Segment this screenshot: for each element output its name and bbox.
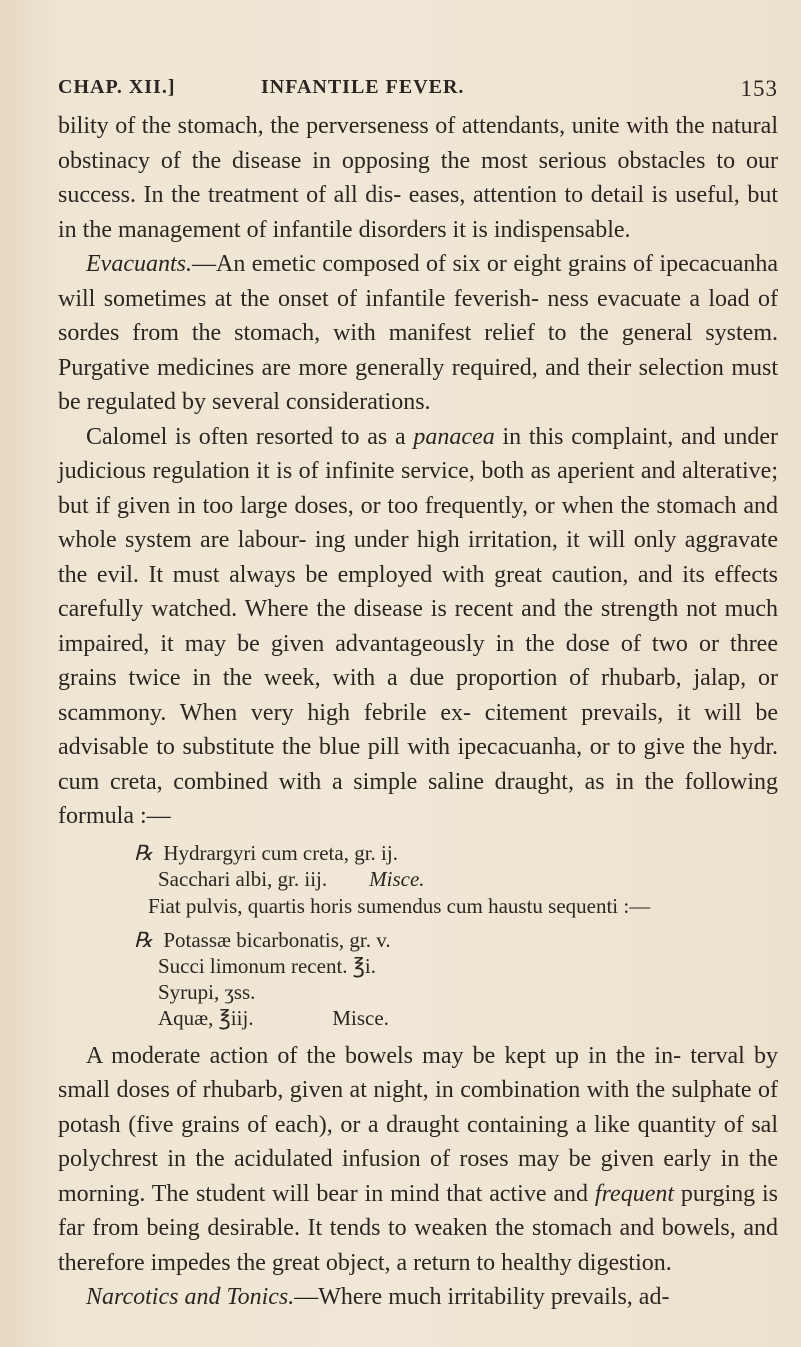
section-heading-evacuants: Evacuants. xyxy=(86,251,192,277)
prescription-1-line-2: Sacchari albi, gr. iij. Misce. xyxy=(158,866,425,891)
running-header xyxy=(58,76,778,106)
chapter-label: CHAP. XII.] xyxy=(58,76,176,98)
chapter-title: INFANTILE FEVER. xyxy=(261,76,465,98)
prescription-2-line-2: Succi limonum recent. ℥i. xyxy=(158,953,376,978)
paragraph-evacuants-text: —An emetic composed of six or eight grains of ipecacuanha will sometimes at the onset of infantile feverish- ness evacuate a load of sordes from the stomach, with manifest relief to the general system. Purgative medicines are more generally required, and their selection must be regulated by several considerations. xyxy=(58,251,778,415)
misce-instruction: Misce. xyxy=(369,866,425,891)
prescription-2-line-3: Syrupi, ʒss. xyxy=(158,979,256,1004)
paragraph-calomel-start: Calomel is often resorted to as a xyxy=(86,423,414,450)
paragraph-calomel-italic: panacea xyxy=(413,423,495,450)
prescription-formulas xyxy=(58,840,778,1031)
page-number: 153 xyxy=(740,76,778,101)
paragraph-narcotics xyxy=(58,1280,778,1315)
prescription-2-line-4: Aquæ, ℥iij. Misce. xyxy=(158,1005,389,1030)
paragraph-bowels-end: purging is far from being desirable. It tends to weaken the stomach and bowels, and therefore impedes the great object, a return to healthy digestion. xyxy=(58,1180,779,1276)
paragraph-evacuants xyxy=(58,247,778,420)
misce-instruction: Misce. xyxy=(332,1005,389,1030)
prescription-2 xyxy=(58,927,778,1031)
section-heading-narcotics: Narcotics and Tonics. xyxy=(86,1284,295,1310)
prescription-1 xyxy=(58,840,778,892)
paragraph-narcotics-text: —Where much irritability prevails, ad- xyxy=(294,1284,670,1310)
paragraph-calomel xyxy=(58,420,778,834)
fiat-instruction: Fiat pulvis, quartis horis sumendus cum haustu sequenti :— xyxy=(148,893,651,918)
recipe-symbol: ℞ xyxy=(134,927,153,952)
paragraph-bowels-italic: frequent xyxy=(594,1180,675,1207)
recipe-symbol: ℞ xyxy=(134,840,153,865)
prescription-1-line-1: ℞ Hydrargyri cum creta, gr. ij. xyxy=(134,840,398,865)
paragraph-bowels xyxy=(58,1039,778,1281)
page-body xyxy=(58,109,778,1315)
paragraph-bowels-start: A moderate action of the bowels may be kept up in the in- terval by small doses of rhubarb, given at night, in combination with the sulphate of potash (five grains of each), or a draught containing a like quantity of sal polychrest in the acidulated infusion of roses may be given early in the morning. The student will bear in mind that active and xyxy=(58,1042,778,1207)
paragraph-calomel-end: in this complaint, and under judicious regulation it is of infinite service, both as aperient and alterative; but if given in too large doses, or too frequently, or when the stomach and whole system are labour- ing under high irritation, it will only aggravate the evil. It must always be employed with great caution, and its effects carefully watched. Where the disease is recent and the strength not much impaired, it may be given advantageously in the dose of two or three grains twice in the week, with a due proportion of rhubarb, jalap, or scammony. When very high febrile ex- citement prevails, it will be advisable to substitute the blue pill with ipecacuanha, or to give the hydr. cum creta, combined with a simple saline draught, as in the following formula :— xyxy=(58,423,778,829)
paragraph-1: bility of the stomach, the perverseness of attendants, unite with the natural obstinacy of the disease in opposing the most serious obstacles to our success. In the treatment of all dis- eases, attention to detail is useful, but in the management of infantile disorders it is indispensable. xyxy=(58,113,778,243)
prescription-2-line-1: ℞ Potassæ bicarbonatis, gr. v. xyxy=(134,927,391,952)
